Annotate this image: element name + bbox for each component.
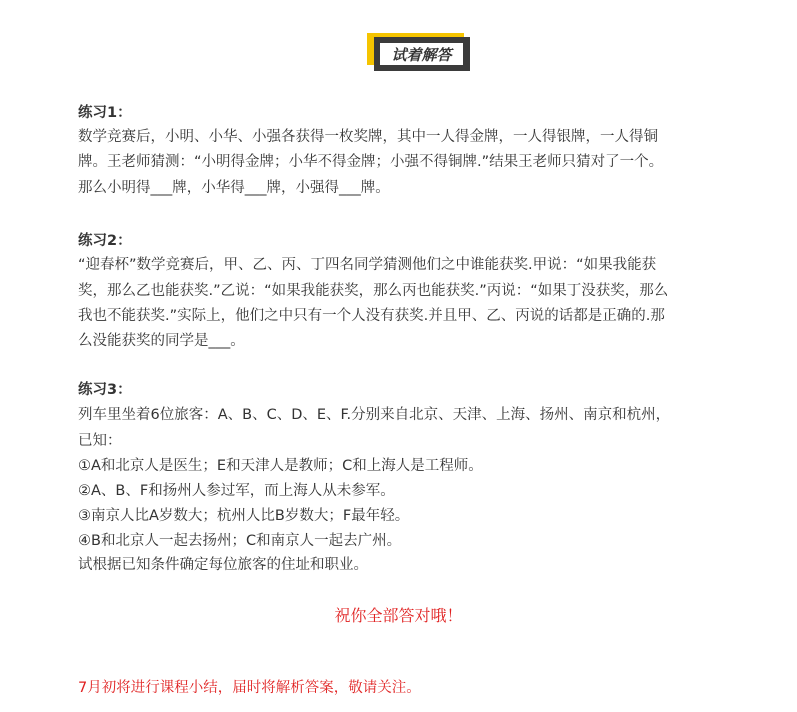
exercise-2-line: 奖，那么乙也能获奖.”乙说：“如果我能获奖，那么丙也能获奖.”丙说：“如果丁没获奖，那么 [78, 283, 669, 299]
exercise-1-line: 数学竞赛后，小明、小华、小强各获得一枚奖牌，其中一人得金牌，一人得银牌，一人得铜 [78, 129, 658, 145]
exercise-1-title: 练习1： [78, 105, 132, 121]
exercise-2-line: 么没能获奖的同学是___。 [78, 333, 245, 349]
exercise-3-title: 练习3： [78, 382, 132, 398]
exercise-3-line: ①A和北京人是医生；E和天津人是教师；C和上海人是工程师。 [78, 458, 483, 474]
cheer-message: 祝你全部答对哦！ [334, 606, 463, 625]
exercise-3-line: 试根据已知条件确定每位旅客的住址和职业。 [78, 557, 368, 573]
exercise-3-line: 已知： [78, 433, 122, 449]
exercise-2-line: 我也不能获奖.”实际上，他们之中只有一个人没有获奖.并且甲、乙、丙说的话都是正确的.那 [78, 308, 665, 324]
exercise-3-line: ③南京人比A岁数大；杭州人比B岁数大；F最年轻。 [78, 508, 410, 524]
exercise-3-line: ②A、B、F和扬州人参过军，而上海人从未参军。 [78, 483, 395, 499]
exercise-2-title: 练习2： [78, 233, 132, 249]
exercise-2-line: “迎春杯”数学竞赛后，甲、乙、丙、丁四名同学猜测他们之中谁能获奖.甲说：“如果我能获 [78, 257, 657, 273]
badge-label: 试着解答 [379, 42, 464, 66]
exercise-1-line: 那么小明得___牌，小华得___牌，小强得___牌。 [78, 180, 390, 196]
course-notice: 7月初将进行课程小结，届时将解析答案，敬请关注。 [78, 680, 421, 696]
exercise-3-line: ④B和北京人一起去扬州；C和南京人一起去广州。 [78, 533, 402, 549]
exercise-1-line: 牌。王老师猜测：“小明得金牌；小华不得金牌；小强不得铜牌.”结果王老师只猜对了一个。 [78, 154, 664, 170]
exercise-3-line: 列车里坐着6位旅客：A、B、C、D、E、F.分别来自北京、天津、上海、扬州、南京和杭州， [78, 407, 671, 423]
section-badge [367, 33, 471, 73]
